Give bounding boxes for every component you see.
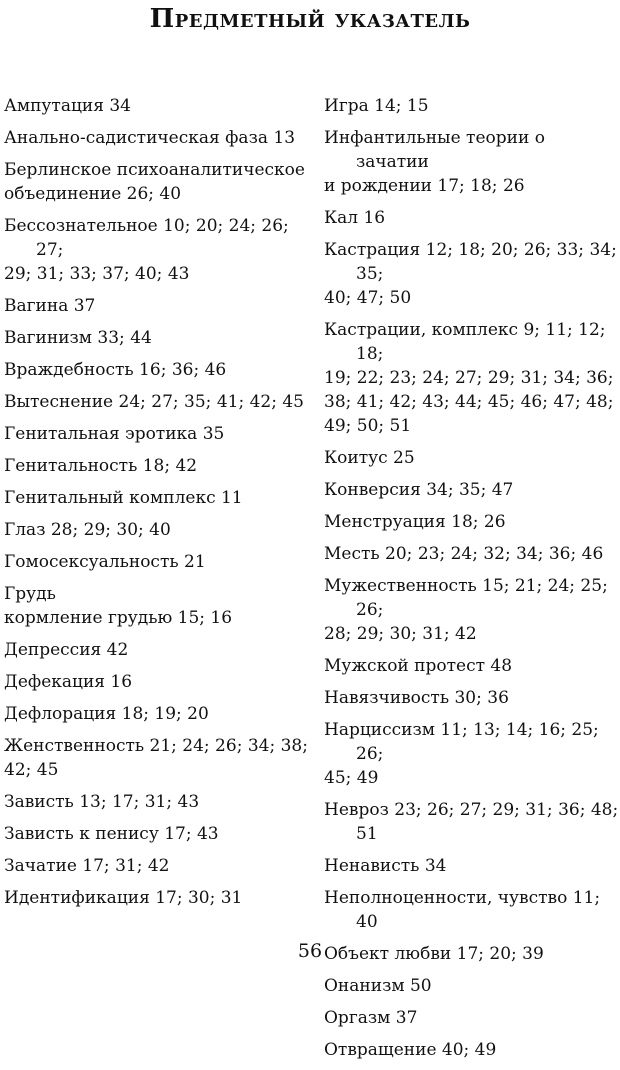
index-entry bbox=[4, 790, 310, 814]
index-entry bbox=[324, 718, 620, 790]
index-entry bbox=[4, 326, 310, 350]
index-entry-term: Женственность 21; 24; 26; 34; 38; bbox=[4, 736, 308, 756]
index-entry-term: Грудь bbox=[4, 584, 56, 604]
index-entry-continuation: кормление грудью 15; 16 bbox=[4, 608, 233, 628]
index-entry bbox=[4, 670, 310, 694]
index-entry bbox=[324, 542, 620, 566]
index-entry-continuation: 38; 41; 42; 43; 44; 45; 46; 47; 48; bbox=[324, 392, 614, 412]
index-entry bbox=[324, 686, 620, 710]
index-entry-term: Нарциссизм 11; 13; 14; 16; 25; 26; bbox=[324, 720, 599, 764]
index-entry-term: Зачатие 17; 31; 42 bbox=[4, 856, 170, 876]
index-entry bbox=[4, 886, 310, 910]
index-entry bbox=[4, 214, 310, 286]
index-entry bbox=[4, 158, 310, 206]
index-entry-term: Дефекация 16 bbox=[4, 672, 133, 692]
index-entry-term: Онанизм 50 bbox=[324, 976, 432, 996]
index-entry-term: Мужественность 15; 21; 24; 25; 26; bbox=[324, 576, 608, 620]
index-entry bbox=[324, 798, 620, 846]
index-entry-term: Вытеснение 24; 27; 35; 41; 42; 45 bbox=[4, 392, 304, 412]
index-entry-term: Гомосексуальность 21 bbox=[4, 552, 206, 572]
index-entry bbox=[324, 206, 620, 230]
index-entry-term: Мужской протест 48 bbox=[324, 656, 513, 676]
index-entry bbox=[4, 702, 310, 726]
index-entry-term: Коитус 25 bbox=[324, 448, 415, 468]
page-number: 56 bbox=[297, 940, 323, 962]
index-entry-continuation: 45; 49 bbox=[324, 768, 379, 788]
index-entry-term: Игра 14; 15 bbox=[324, 96, 429, 116]
index-entry-term: Конверсия 34; 35; 47 bbox=[324, 480, 514, 500]
index-entry-continuation: 40; 47; 50 bbox=[324, 288, 412, 308]
index-entry-term: Ампутация 34 bbox=[4, 96, 131, 116]
index-entry-continuation: 29; 31; 33; 37; 40; 43 bbox=[4, 264, 190, 284]
page-title: Предметный указатель bbox=[149, 4, 471, 34]
index-entry bbox=[324, 510, 620, 534]
index-entry-term: Глаз 28; 29; 30; 40 bbox=[4, 520, 171, 540]
index-entry-term: Вагинизм 33; 44 bbox=[4, 328, 152, 348]
index-entry-term: Зависть 13; 17; 31; 43 bbox=[4, 792, 200, 812]
index-entry bbox=[324, 974, 620, 998]
index-entry-continuation: и рождении 17; 18; 26 bbox=[324, 176, 525, 196]
index-entry-term: Неполноценности, чувство 11; 40 bbox=[324, 888, 601, 932]
index-entry bbox=[4, 822, 310, 846]
index-entry bbox=[324, 654, 620, 678]
index-entry-term: Идентификация 17; 30; 31 bbox=[4, 888, 243, 908]
index-entry bbox=[4, 294, 310, 318]
index-entry bbox=[324, 446, 620, 470]
index-entry bbox=[4, 854, 310, 878]
index-entry-continuation: 49; 50; 51 bbox=[324, 416, 412, 436]
index-entry-term: Зависть к пенису 17; 43 bbox=[4, 824, 219, 844]
index-entry-term: Кал 16 bbox=[324, 208, 386, 228]
index-entry bbox=[324, 1038, 620, 1062]
index-entry bbox=[4, 422, 310, 446]
index-entry-term: Враждебность 16; 36; 46 bbox=[4, 360, 227, 380]
index-entry-term: Объект любви 17; 20; 39 bbox=[324, 944, 544, 964]
index-entry-term: Менструация 18; 26 bbox=[324, 512, 506, 532]
index-entry-term: Месть 20; 23; 24; 32; 34; 36; 46 bbox=[324, 544, 604, 564]
index-entry bbox=[324, 94, 620, 118]
index-entry bbox=[324, 886, 620, 934]
index-entry bbox=[4, 518, 310, 542]
index-entry bbox=[4, 734, 310, 782]
index-column-left bbox=[4, 94, 310, 918]
index-entry bbox=[4, 454, 310, 478]
index-entry-continuation: объединение 26; 40 bbox=[4, 184, 182, 204]
index-entry-term: Навязчивость 30; 36 bbox=[324, 688, 509, 708]
index-entry-term: Вагина 37 bbox=[4, 296, 96, 316]
index-entry-continuation: 19; 22; 23; 24; 27; 29; 31; 34; 36; bbox=[324, 368, 614, 388]
index-entry-term: Инфантильные теории о зачатии bbox=[324, 128, 545, 172]
index-entry-term: Берлинское психоаналитическое bbox=[4, 160, 305, 180]
index-entry-term: Генитальная эротика 35 bbox=[4, 424, 225, 444]
index-entry bbox=[4, 550, 310, 574]
index-column-right bbox=[324, 94, 620, 1070]
index-entry-term: Кастрации, комплекс 9; 11; 12; 18; bbox=[324, 320, 606, 364]
index-entry bbox=[324, 854, 620, 878]
index-entry-term: Бессознательное 10; 20; 24; 26; 27; bbox=[4, 216, 289, 260]
index-entry bbox=[324, 318, 620, 438]
index-entry bbox=[324, 126, 620, 198]
index-entry bbox=[324, 574, 620, 646]
index-entry-term: Дефлорация 18; 19; 20 bbox=[4, 704, 209, 724]
index-entry bbox=[324, 478, 620, 502]
index-entry bbox=[4, 94, 310, 118]
index-entry-term: Генитальный комплекс 11 bbox=[4, 488, 243, 508]
index-entry-term: Анально-садистическая фаза 13 bbox=[4, 128, 296, 148]
index-entry bbox=[4, 638, 310, 662]
index-entry bbox=[4, 486, 310, 510]
index-entry-term: Кастрация 12; 18; 20; 26; 33; 34; 35; bbox=[324, 240, 617, 284]
index-entry bbox=[324, 1006, 620, 1030]
index-entry-continuation: 42; 45 bbox=[4, 760, 59, 780]
index-entry-term: Генитальность 18; 42 bbox=[4, 456, 198, 476]
index-entry bbox=[324, 238, 620, 310]
index-entry-term: Ненависть 34 bbox=[324, 856, 447, 876]
index-entry-term: Отвращение 40; 49 bbox=[324, 1040, 497, 1060]
index-entry-continuation: 28; 29; 30; 31; 42 bbox=[324, 624, 477, 644]
index-entry bbox=[4, 582, 310, 630]
index-entry-term: Депрессия 42 bbox=[4, 640, 129, 660]
index-entry bbox=[4, 358, 310, 382]
index-entry bbox=[4, 126, 310, 150]
index-entry-term: Невроз 23; 26; 27; 29; 31; 36; 48; 51 bbox=[324, 800, 619, 844]
index-entry bbox=[4, 390, 310, 414]
index-entry-term: Оргазм 37 bbox=[324, 1008, 418, 1028]
